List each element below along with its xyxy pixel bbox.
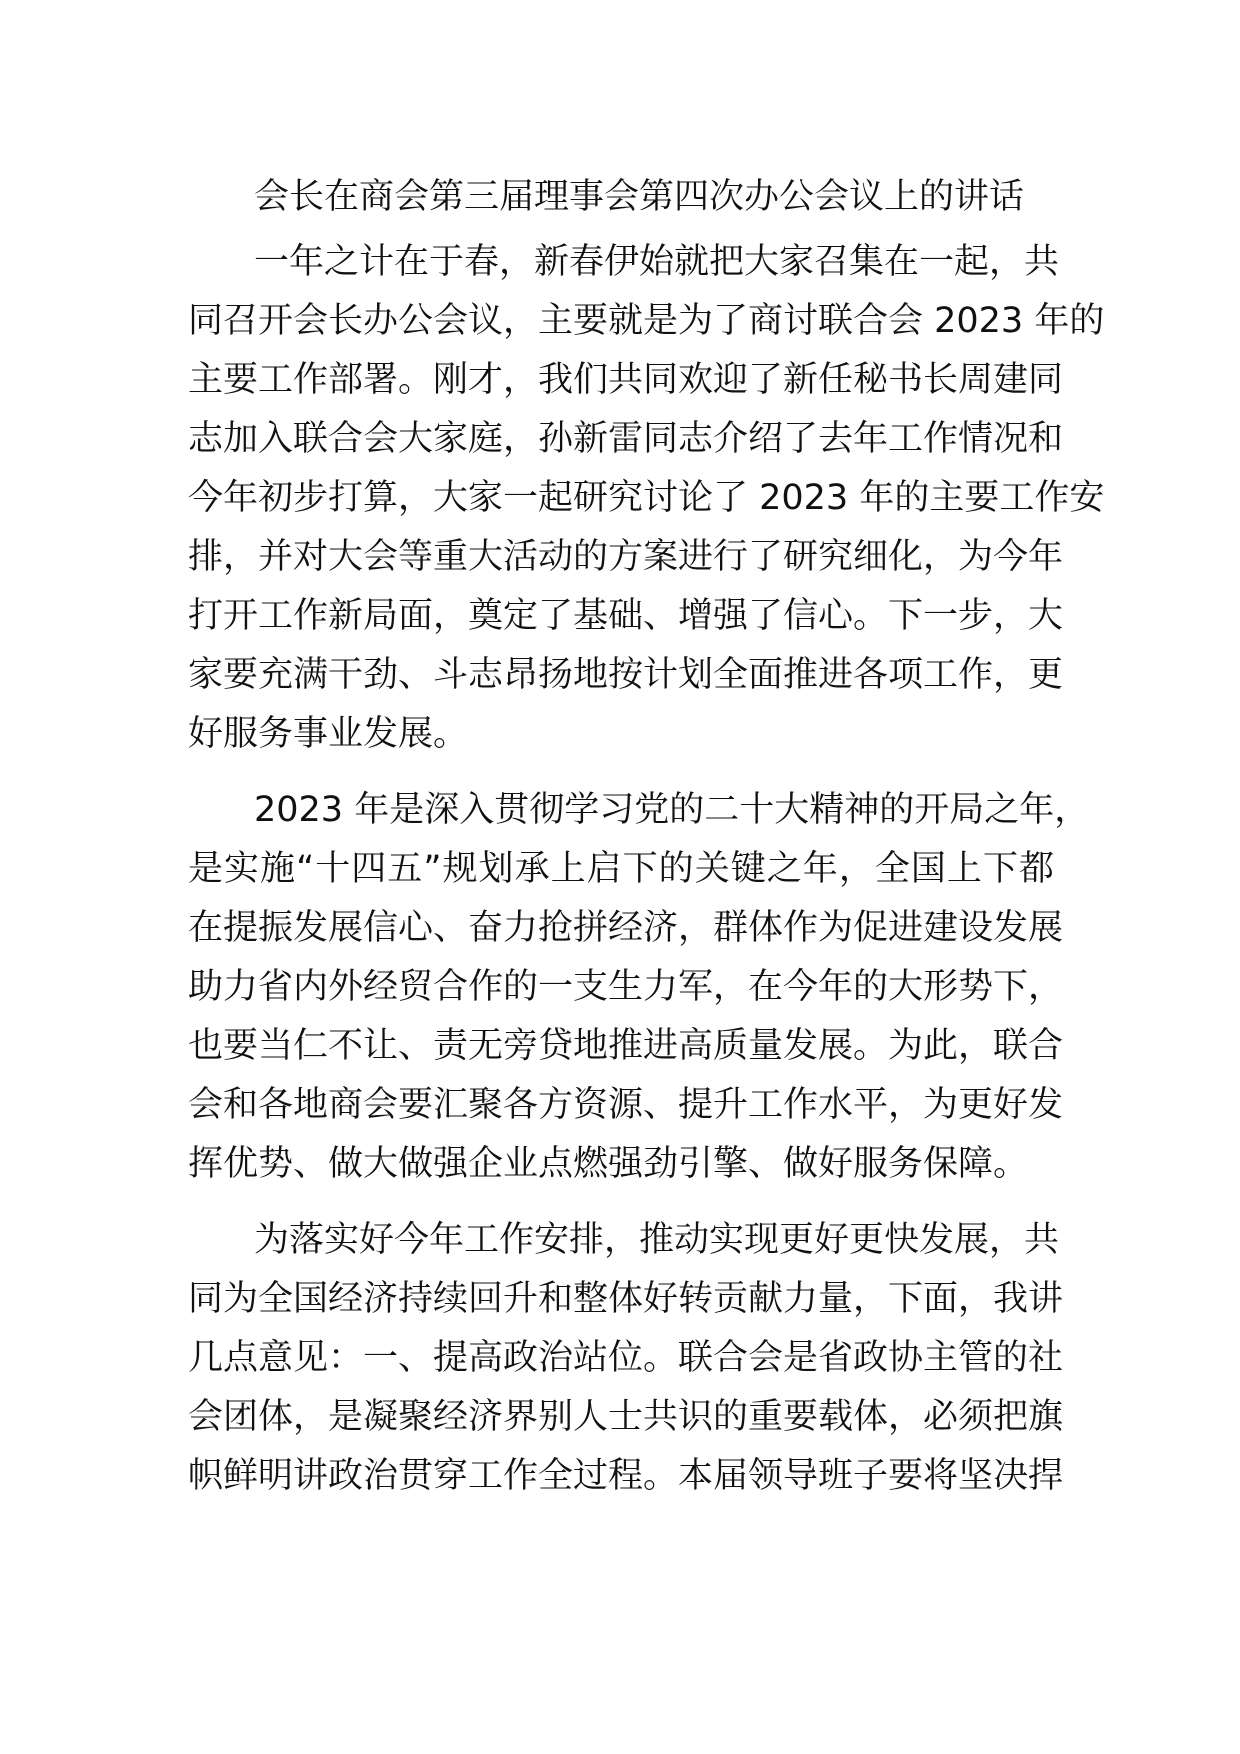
paragraph-1-line-4: 志加入联合会大家庭，孙新雷同志介绍了去年工作情况和 <box>188 419 1064 459</box>
paragraph-3-line-1: 为落实好今年工作安排，推动实现更好更快发展，共 <box>254 1220 1060 1260</box>
paragraph-2-line-7: 挥优势、做大做强企业点燃强劲引擎、做好服务保障。 <box>188 1144 1029 1184</box>
paragraph-1-line-5: 今年初步打算，大家一起研究讨论了 2023 年的主要工作安 <box>188 478 1105 518</box>
paragraph-2-line-4: 助力省内外经贸合作的一支生力军，在今年的大形势下， <box>188 967 1064 1007</box>
paragraph-1-line-3: 主要工作部署。刚才，我们共同欢迎了新任秘书长周建同 <box>188 360 1064 400</box>
document-title: 会长在商会第三届理事会第四次办公会议上的讲话 <box>254 177 1025 217</box>
paragraph-2-line-5: 也要当仁不让、责无旁贷地推进高质量发展。为此，联合 <box>188 1026 1064 1066</box>
paragraph-2-line-3: 在提振发展信心、奋力抢拼经济，群体作为促进建设发展 <box>188 908 1064 948</box>
paragraph-2-line-6: 会和各地商会要汇聚各方资源、提升工作水平，为更好发 <box>188 1085 1064 1125</box>
paragraph-3-line-4: 会团体，是凝聚经济界别人士共识的重要载体，必须把旗 <box>188 1397 1064 1437</box>
paragraph-3-line-5: 帜鲜明讲政治贯穿工作全过程。本届领导班子要将坚决捍 <box>188 1456 1064 1496</box>
paragraph-3-line-3: 几点意见：一、提高政治站位。联合会是省政协主管的社 <box>188 1338 1064 1378</box>
paragraph-3-line-2: 同为全国经济持续回升和整体好转贡献力量，下面，我讲 <box>188 1279 1064 1319</box>
paragraph-2-line-2: 是实施“十四五”规划承上启下的关键之年，全国上下都 <box>188 849 1054 889</box>
paragraph-1-line-8: 家要充满干劲、斗志昂扬地按计划全面推进各项工作，更 <box>188 655 1064 695</box>
paragraph-1-line-7: 打开工作新局面，奠定了基础、增强了信心。下一步，大 <box>188 596 1064 636</box>
paragraph-1-line-1: 一年之计在于春，新春伊始就把大家召集在一起，共 <box>254 242 1060 282</box>
paragraph-1-line-9: 好服务事业发展。 <box>188 714 469 754</box>
paragraph-1-line-2: 同召开会长办公会议，主要就是为了商讨联合会 2023 年的 <box>188 301 1105 341</box>
paragraph-1-line-6: 排，并对大会等重大活动的方案进行了研究细化，为今年 <box>188 537 1064 577</box>
paragraph-2-line-1: 2023 年是深入贯彻学习党的二十大精神的开局之年， <box>254 790 1090 830</box>
